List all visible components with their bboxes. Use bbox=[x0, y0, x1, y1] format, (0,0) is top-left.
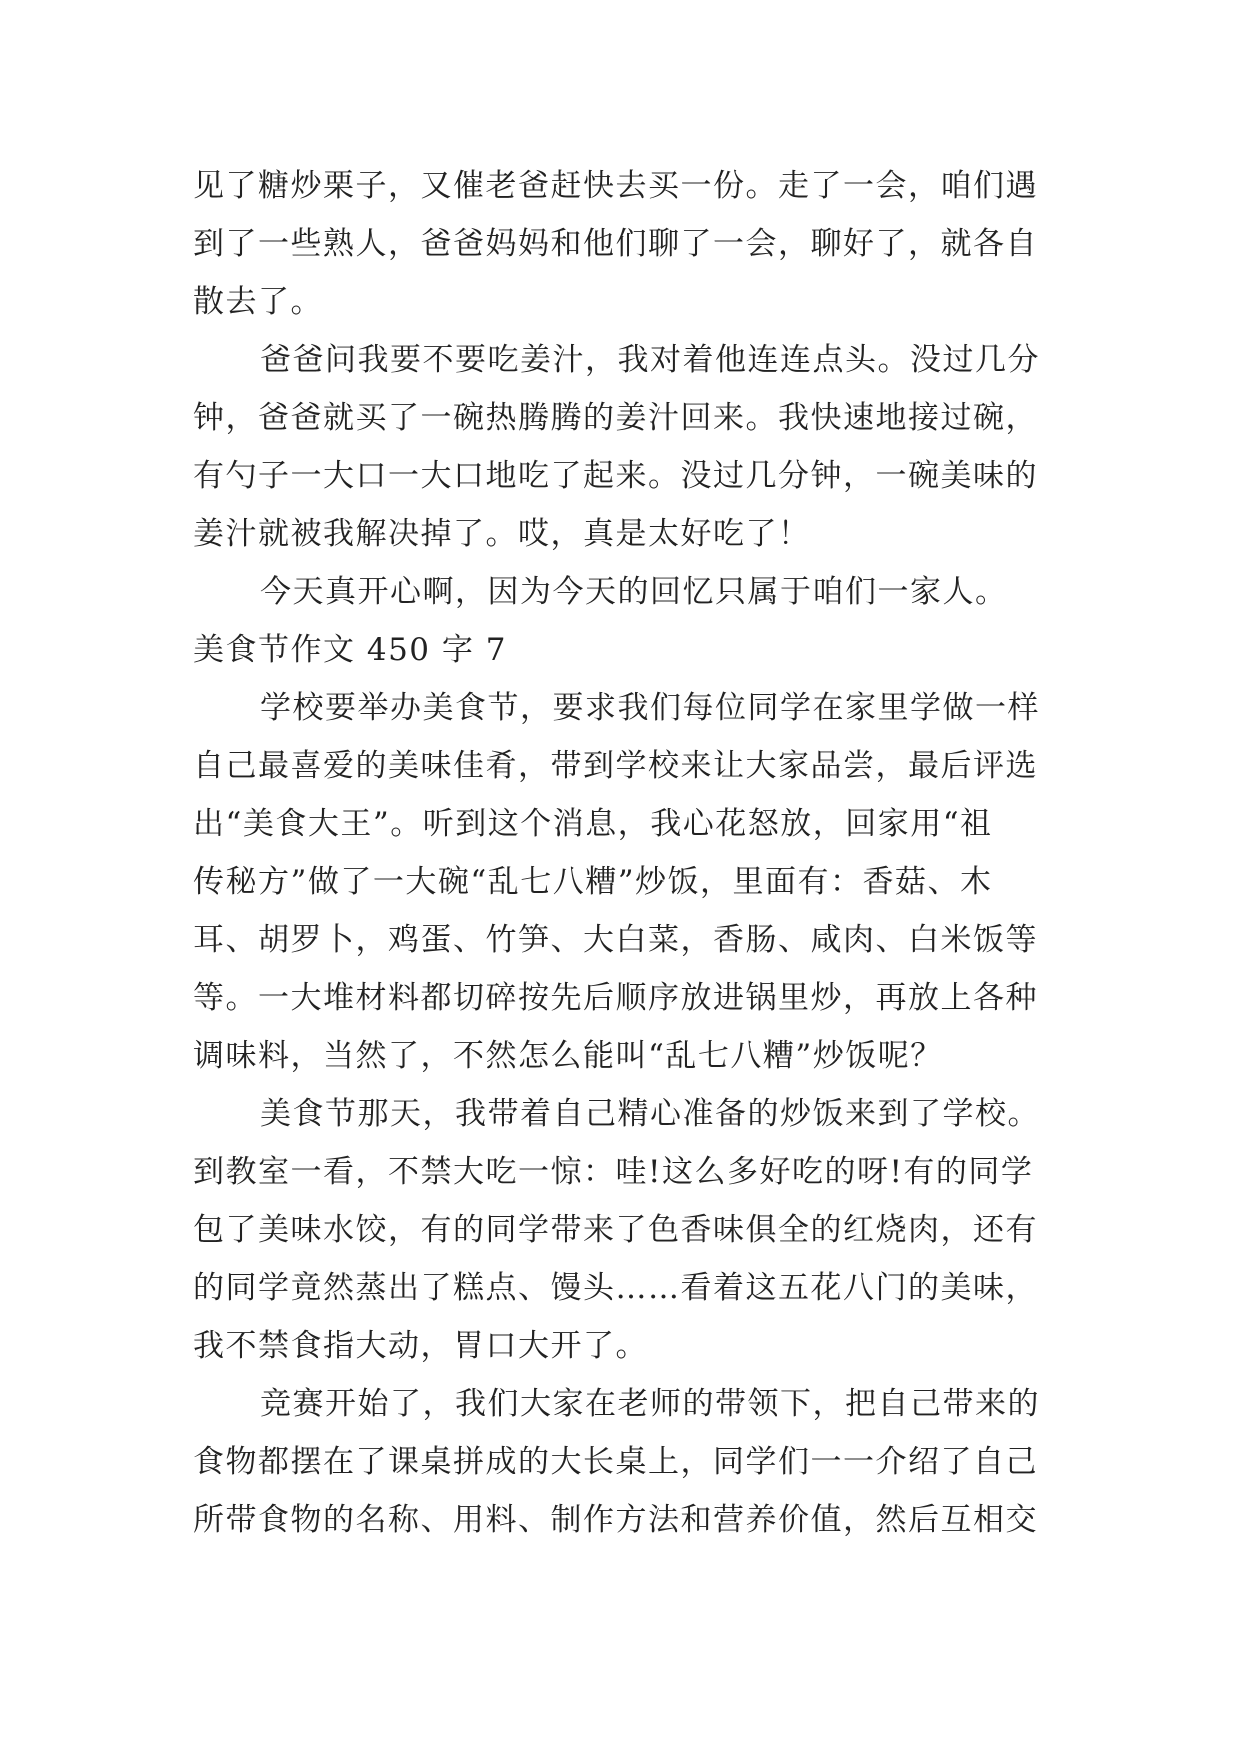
essay-body bbox=[193, 157, 1073, 1549]
text-line-20: 的同学竟然蒸出了糕点、馒头……看着这五花八门的美味， bbox=[193, 1270, 1038, 1306]
text-line-3: 散去了。 bbox=[193, 284, 323, 320]
text-line-18: 到教室一看，不禁大吃一惊：哇!这么多好吃的呀!有的同学 bbox=[193, 1154, 1034, 1190]
text-line-14: 耳、胡罗卜，鸡蛋、竹笋、大白菜，香肠、咸肉、白米饭等 bbox=[193, 922, 1038, 958]
text-line-19: 包了美味水饺，有的同学带来了色香味俱全的红烧肉，还有 bbox=[193, 1212, 1038, 1248]
text-line-7: 姜汁就被我解决掉了。哎，真是太好吃了！ bbox=[193, 516, 811, 552]
text-line-10: 学校要举办美食节，要求我们每位同学在家里学做一样 bbox=[260, 690, 1040, 726]
text-line-13: 传秘方”做了一大碗“乱七八糟”炒饭，里面有：香菇、木 bbox=[193, 864, 993, 900]
text-line-8: 今天真开心啊，因为今天的回忆只属于咱们一家人。 bbox=[260, 574, 1008, 610]
text-line-2: 到了一些熟人，爸爸妈妈和他们聊了一会，聊好了，就各自 bbox=[193, 226, 1038, 262]
text-line-17: 美食节那天，我带着自己精心准备的炒饭来到了学校。 bbox=[260, 1096, 1040, 1132]
text-line-1: 见了糖炒栗子，又催老爸赶快去买一份。走了一会，咱们遇 bbox=[193, 168, 1038, 204]
text-line-22: 竞赛开始了，我们大家在老师的带领下，把自己带来的 bbox=[260, 1386, 1040, 1422]
text-line-23: 食物都摆在了课桌拼成的大长桌上，同学们一一介绍了自己 bbox=[193, 1444, 1038, 1480]
text-line-6: 有勺子一大口一大口地吃了起来。没过几分钟，一碗美味的 bbox=[193, 458, 1038, 494]
text-line-4: 爸爸问我要不要吃姜汁，我对着他连连点头。没过几分 bbox=[260, 342, 1040, 378]
text-line-11: 自己最喜爱的美味佳肴，带到学校来让大家品尝，最后评选 bbox=[193, 748, 1038, 784]
text-line-24: 所带食物的名称、用料、制作方法和营养价值，然后互相交 bbox=[193, 1502, 1038, 1538]
text-line-15: 等。一大堆材料都切碎按先后顺序放进锅里炒，再放上各种 bbox=[193, 980, 1038, 1016]
section-heading: 美食节作文 450 字 7 bbox=[193, 632, 507, 668]
text-line-21: 我不禁食指大动，胃口大开了。 bbox=[193, 1328, 648, 1364]
text-line-16: 调味料，当然了，不然怎么能叫“乱七八糟”炒饭呢？ bbox=[193, 1038, 943, 1074]
text-line-5: 钟，爸爸就买了一碗热腾腾的姜汁回来。我快速地接过碗， bbox=[193, 400, 1038, 436]
text-line-12: 出“美食大王”。听到这个消息，我心花怒放，回家用“祖 bbox=[193, 806, 993, 842]
